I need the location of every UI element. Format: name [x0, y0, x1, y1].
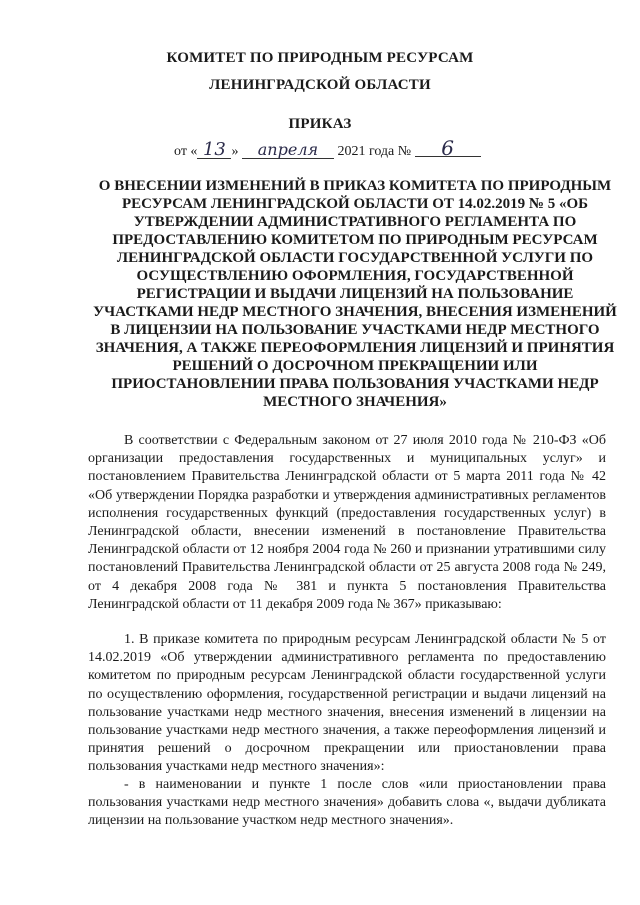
handwritten-month: апреля	[242, 142, 334, 159]
organization-name-line2: ЛЕНИНГРАДСКОЙ ОБЛАСТИ	[209, 77, 431, 93]
document-type: ПРИКАЗ	[288, 116, 352, 132]
preamble-paragraph: В соответствии с Федеральным законом от 27 июля 2010 года № 210-ФЗ «Об организации предоставления государственных и муниципальных услуг» и постановлением Правительства Ленинградской области от 5 марта 2011 года № 42 «Об утверждении Порядка разработки и утверждения административных регламентов исполнения государственных функций (предоставления государственных услуг) в Ленинградской области, внесении изменений в постановление Правительства Ленинградской области от 12 ноября 2004 года № 260 и признании утратившими силу постановлений Правительства Ленинградской области от 25 августа 2008 года № 249, от 4 декабря 2008 года № 381 и пункта 5 постановления Правительства Ленинградской области от 11 декабря 2009 года № 367» приказываю:	[88, 433, 606, 612]
amendment-paragraph: - в наименовании и пункте 1 после слов «или приостановлении права пользования участками недр местного значения» добавить слова «, выдачи дубликата лицензии на пользование участком недр местного значения».	[88, 777, 606, 829]
handwritten-order-number: 6	[415, 140, 481, 157]
date-separator: »	[231, 144, 239, 159]
handwritten-day: 13	[197, 142, 231, 159]
order-title: О ВНЕСЕНИИ ИЗМЕНЕНИЙ В ПРИКАЗ КОМИТЕТА ПО ПРИРОДНЫМ РЕСУРСАМ ЛЕНИНГРАДСКОЙ ОБЛАСТИ ОТ 14.02.2019 № 5 «ОБ УТВЕРЖДЕНИИ АДМИНИСТРАТИВНОГО РЕГЛАМЕНТА ПО ПРЕДОСТАВЛЕНИЮ КОМИТЕТОМ ПО ПРИРОДНЫМ РЕСУРСАМ ЛЕНИНГРАДСКОЙ ОБЛАСТИ ГОСУДАРСТВЕННОЙ УСЛУГИ ПО ОСУЩЕСТВЛЕНИЮ ОФОРМЛЕНИЯ, ГОСУДАРСТВЕННОЙ РЕГИСТРАЦИИ И ВЫДАЧИ ЛИЦЕНЗИЙ НА ПОЛЬЗОВАНИЕ УЧАСТКАМИ НЕДР МЕСТНОГО ЗНАЧЕНИЯ, ВНЕСЕНИЯ ИЗМЕНЕНИЙ В ЛИЦЕНЗИИ НА ПОЛЬЗОВАНИЕ УЧАСТКАМИ НЕДР МЕСТНОГО ЗНАЧЕНИЯ, А ТАКЖЕ ПЕРЕОФОРМЛЕНИЯ ЛИЦЕНЗИЙ И ПРИНЯТИЯ РЕШЕНИЙ О ДОСРОЧНОМ ПРЕКРАЩЕНИИ ИЛИ ПРИОСТАНОВЛЕНИИ ПРАВА ПОЛЬЗОВАНИЯ УЧАСТКАМИ НЕДР МЕСТНОГО ЗНАЧЕНИЯ»	[93, 178, 617, 410]
item-1-paragraph: 1. В приказе комитета по природным ресурсам Ленинградской области № 5 от 14.02.2019 «Об утверждении административного регламента по предоставлению комитетом по природным ресурсам Ленинградской области государственной услуги по осуществлению оформления, государственной регистрации и выдачи лицензий на пользование участками недр местного значения, внесения изменений в лицензии на пользование участками недр местного значения, а также переоформления лицензий и принятия решений о досрочном прекращении или приостановлении права пользования участками недр местного значения»:	[88, 632, 606, 775]
organization-name-line1: КОМИТЕТ ПО ПРИРОДНЫМ РЕСУРСАМ	[166, 50, 474, 66]
year-and-number-label: 2021 года №	[337, 144, 412, 159]
order-date-line	[174, 136, 481, 160]
date-prefix: от «	[174, 144, 198, 159]
